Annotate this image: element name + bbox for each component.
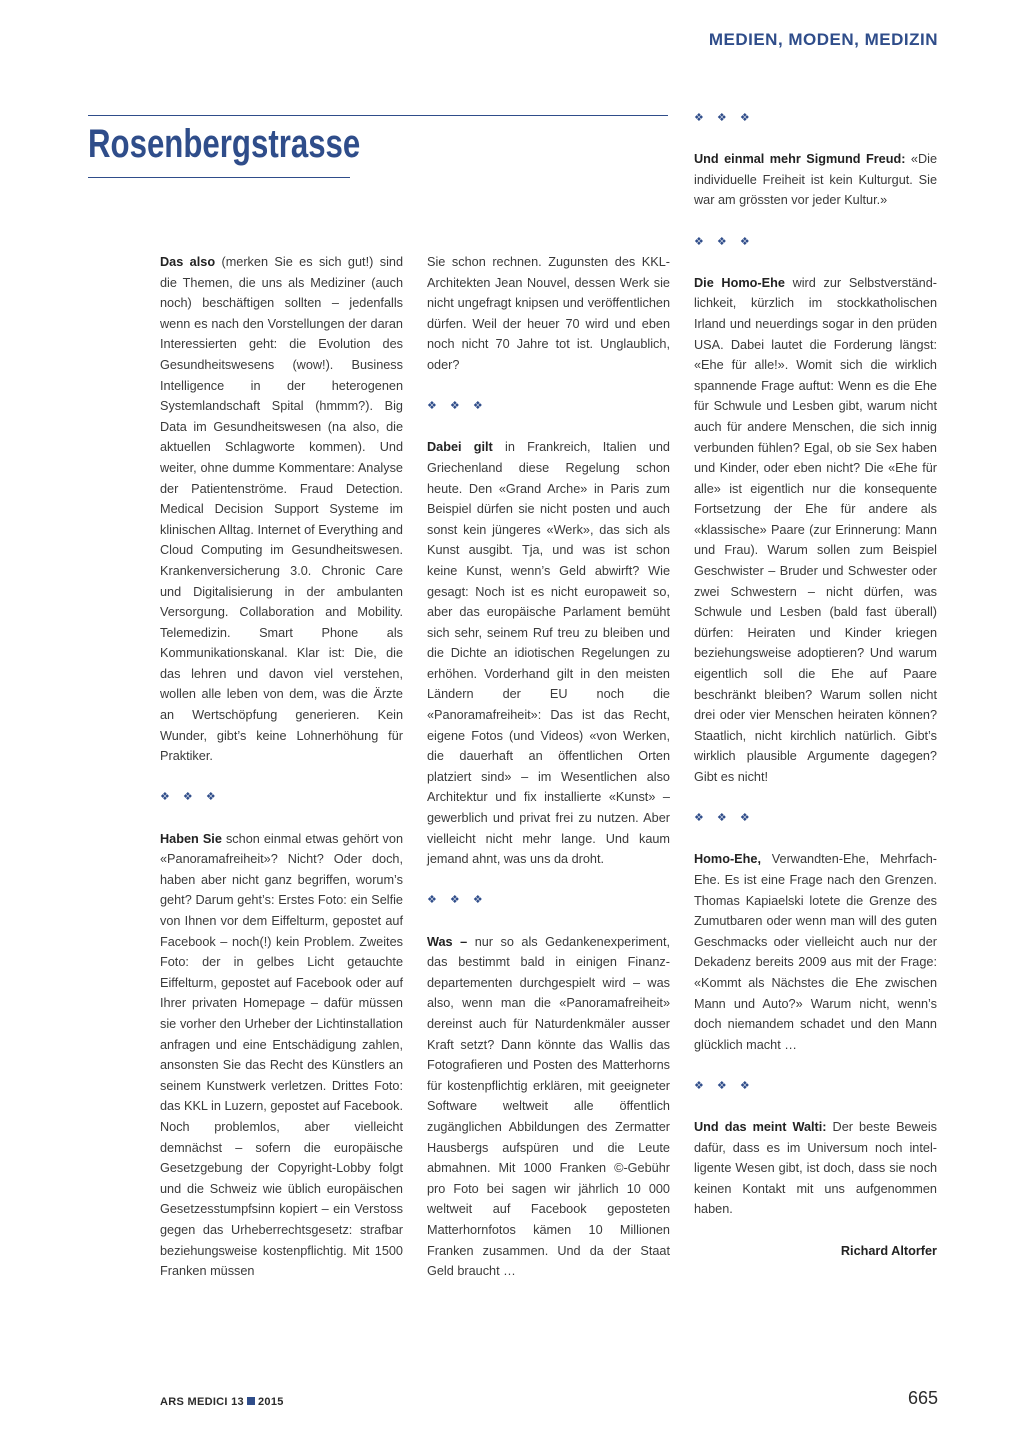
- paragraph: Haben Sie schon einmal etwas gehört von «Panoramafreiheit»? Nicht? Oder doch, haben aber nicht ganz begriffen, worum’s geht? Darum geht’s: Erstes Foto: ein Selfie von Ihnen vor dem Eiffelturm, gepostet auf Facebook – noch(!) kein Problem. Zweites Foto: der in gelbes Licht getauchte Eiffelturm, gepostet auf Facebook oder auf Ihrer privaten Homepage – dafür müssen sie vorher den Urheber der Lichtinstallation anfragen und eine Entschädigung zahlen, ansonsten Sie das Recht des Künstlers an seinem Kunstwerk verletzen. Drittes Foto: das KKL in Luzern, gepostet auf Facebook. Noch problemlos, aber vielleicht demnächst – sofern die europäische Gesetzgebung der Copyright-Lobby folgt und die Schweiz wie üblich europäischen Gesetzesstumpfsinn kopiert – ein Verstoss gegen das Urheberrechtsgesetz: strafbar beziehungsweise kostenpflichtig. Mit 1500 Franken müssen: [160, 831, 404, 1279]
- paragraph-lead: Das also: [160, 255, 216, 269]
- journal-year: 2015: [257, 1396, 284, 1408]
- paragraph: Sie schon rechnen. Zugunsten des KKL-Architekten Jean Nouvel, dessen Werk sie nicht ungefragt knipsen und veröffentlichen dürfen. Weil der heuer 70 wird und eben noch nicht 70 Jahre tot ist. Unglaublich, oder?: [427, 255, 670, 372]
- paragraph: Homo-Ehe, Verwandten-Ehe, Mehrfach-Ehe. Es ist eine Frage nach den Grenzen. Thomas Kapiaelski lotete die Grenze des Zumutbaren oder wenn man will des guten Geschmacks oder vielleicht auch nur der Dekadenz bereits 2009 aus mit der Frage: «Kommt als Nächstes die Ehe zwischen Mann und Auto?» Warum nicht, wenn’s doch niemandem schadet und den Mann glücklich macht …: [694, 852, 937, 1052]
- square-bullet-icon: [247, 1397, 255, 1405]
- ornament-separator: ❖ ❖ ❖: [427, 400, 488, 413]
- article-column-1: [160, 252, 403, 1282]
- paragraph: Das also (merken Sie es sich gut!) sind die Themen, die uns als Mediziner (auch noch) beschäftigen sollten – jedenfalls wenn es nach den Vorstellungen der daran Interessierten geht: die Evolution des Gesundheitswesens (wow!). Business Intelligence in der heterogenen Systemlandschaft Spital (hmmm?). Big Data im Gesundheitswesen (na also, die aktuellen Schlagworte kommen). Und weiter, ohne dumme Kommentare: Analyse der Patientenströme. Fraud Detection. Medical Decision Support Systeme im klinischen Alltag. Internet of Everything and Cloud Computing im Gesundheitswesen. Krankenversicherung 3.0. Chronic Care und Digitalisierung in der ambulanten Versorgung. Collaboration and Mobility. Telemedizin. Smart Phone als Kommunikationskanal. Klar ist: Die, die das lehren und davon viel verstehen, wollen alle leben von dem, was die Ärzte an Wertschöpfung generieren. Kein Wunder, gibt’s keine Lohnerhöhung für Praktiker.: [160, 255, 403, 764]
- ornament-separator: ❖ ❖ ❖: [694, 235, 755, 248]
- journal-footer: [160, 1396, 284, 1408]
- paragraph-lead: Haben Sie: [160, 831, 222, 846]
- paragraph-lead: Homo-Ehe,: [694, 852, 761, 867]
- title-underline: [88, 177, 350, 178]
- ornament-separator: ❖ ❖ ❖: [694, 812, 755, 825]
- ornament-separator: ❖ ❖ ❖: [694, 1079, 755, 1092]
- paragraph: Und das meint Walti: Der beste Beweis dafür, dass es im Universum noch intelligente Wesen gibt, ist doch, dass sie noch keinen Kontakt mit uns aufgenommen haben.: [694, 1120, 937, 1217]
- article-column-3: [694, 108, 937, 1261]
- paragraph-lead: Und einmal mehr Sigmund Freud:: [694, 152, 906, 167]
- section-label: MEDIEN, MODEN, MEDIZIN: [708, 30, 938, 49]
- journal-name: ARS MEDICI 13: [160, 1396, 244, 1408]
- author-name: Richard Altorfer: [840, 1243, 937, 1258]
- ornament-separator: ❖ ❖ ❖: [694, 112, 755, 124]
- ornament-separator: ❖ ❖ ❖: [427, 894, 488, 907]
- paragraph: Die Homo-Ehe wird zur Selbstverständlichkeit, kürzlich im stockkatholischen Irland und neuerdings sogar in den prüden USA. Dabei lautet die Forderung längst: «Ehe für alle!». Womit sich die wirklich spannende Frage auftut: Wenn es die Ehe für Schwule und Lesben gibt, warum nicht auch für andere Menschen, die sich innig verbunden fühlen? Egal, ob sie Sex haben und Kinder, oder eben nicht? Die «Ehe für alle» ist eigentlich nur die konsequente Fortsetzung der Ehe für andere als «klassische» Paare (zur Erinnerung: Mann und Frau). Warum sollen zum Beispiel Geschwister – Bruder und Schwester oder zwei Schwestern – nicht dürfen, was Schwule und Lesben (bald fast überall) dürfen: Heiraten und Kinder kriegen beziehungsweise adoptieren? Und warum eigentlich soll die Ehe auf Paare beschränkt bleiben? Warum sollen nicht drei oder vier Menschen heiraten können? Staatlich, nicht kirchlich natürlich. Gibt’s wirklich plausible Argumente dagegen? Gibt es nicht!: [694, 275, 937, 784]
- paragraph: Und einmal mehr Sigmund Freud: «Die individuelle Freiheit ist kein Kulturgut. Sie war am grössten vor jeder Kultur.»: [694, 152, 938, 208]
- article-column-2: [427, 252, 670, 1282]
- paragraph: Dabei gilt in Frankreich, Italien und Griechenland diese Regelung schon heute. Den «Grand Arche» in Paris zum Beispiel dürfen sie nicht posten und auch sonst kein jüngeres «Werk», das sich als Kunst ausgibt. Tja, und was ist schon keine Kunst, wenn’s Geld abwirft? Wie gesagt: Noch ist es nicht europaweit so, aber das europäische Parlament bemüht sich sehr, seinem Ruf treu zu bleiben und die Dichte an idiotischen Regelungen zu erhöhen. Vorderhand gilt in den meisten Ländern der EU noch die «Panoramafreiheit»: Das ist das Recht, eigene Fotos (und Videos) «von Werken, die dauerhaft an öffentlichen Orten platziert sind» – im Wesentlichen also Architektur und fix installierte «Kunst» – gewerblich und privat frei zu nutzen. Aber vielleicht nicht mehr lange. Und kaum jemand ahnt, was uns da droht.: [427, 440, 670, 867]
- top-rule: [88, 115, 668, 116]
- paragraph-lead: Dabei gilt: [427, 440, 493, 455]
- paragraph-lead: Und das meint Walti:: [694, 1120, 827, 1135]
- page-number: 665: [907, 1388, 938, 1408]
- ornament-separator: ❖ ❖ ❖: [160, 791, 221, 804]
- paragraph: Was – nur so als Gedankenexperiment, das bestimmt bald in einigen Finanzdepartementen durchgespielt wird – was also, wenn man die «Panoramafreiheit» dereinst auch für Naturdenkmäler ausser Kraft setzt? Dann könnte das Wallis das Fotografieren und Posten des Matterhorns für kostenpflichtig erklären, mit geeigneter Software weltweit alle öffentlich zugänglichen Abbildungen des Zermatter Hausbergs aufspüren und die Leute abmahnen. Mit 1000 Franken ©-Gebühr pro Foto bei sagen wir jährlich 10 000 weltweit auf Facebook geposteten Matterhornfotos kämen 10 Millionen Franken zusammen. Und da der Staat Geld braucht …: [427, 934, 670, 1279]
- paragraph-lead: Was –: [427, 934, 468, 949]
- paragraph-lead: Die Homo-Ehe: [694, 275, 785, 290]
- article-title: Rosenbergstrasse: [88, 122, 361, 166]
